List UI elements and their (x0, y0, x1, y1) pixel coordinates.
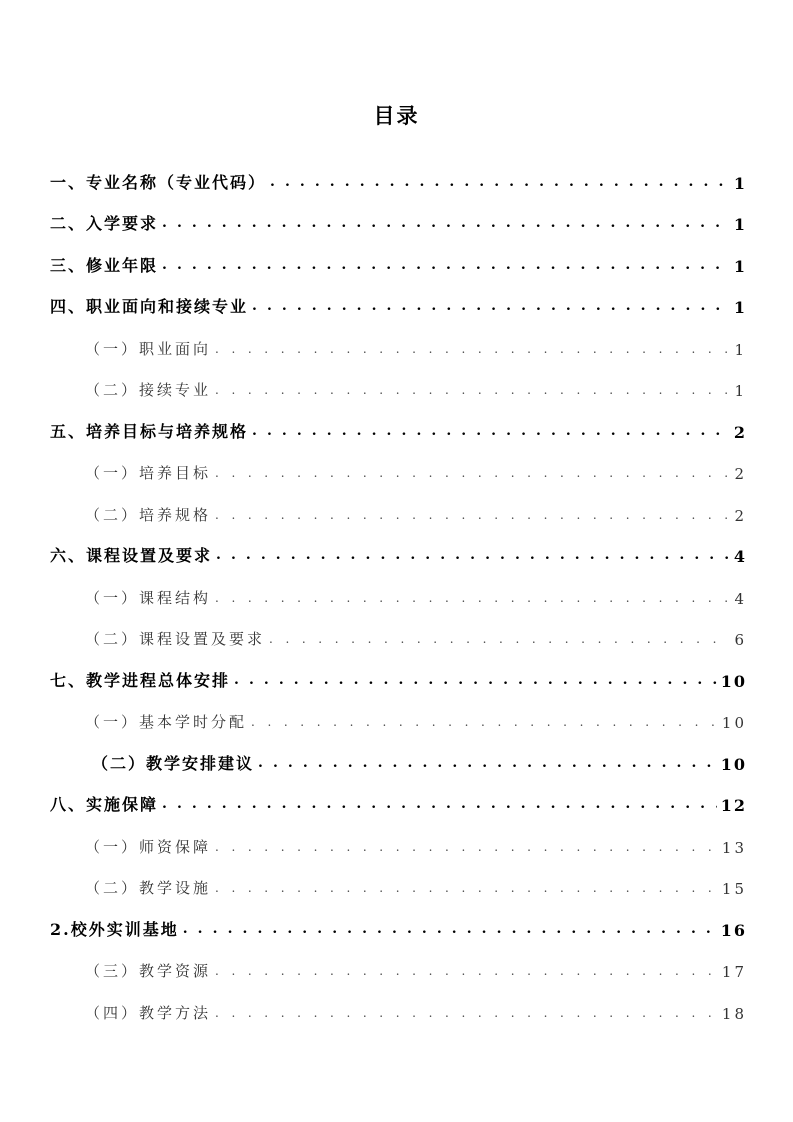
toc-entry[interactable] (85, 951, 747, 981)
toc-entry[interactable] (85, 578, 747, 608)
toc-entry[interactable] (50, 412, 747, 442)
dot-leader (215, 963, 718, 975)
toc-entry[interactable] (85, 329, 747, 359)
toc-entry-page: 18 (721, 1005, 747, 1023)
dot-leader (183, 922, 717, 934)
toc-entry[interactable] (50, 246, 747, 276)
toc-entry-label: （一）基本学时分配 (85, 713, 248, 731)
toc-entry-label: 六、课程设置及要求 (50, 546, 213, 565)
toc-entry-label: （四）教学方法 (85, 1004, 212, 1022)
toc-entry[interactable] (85, 495, 747, 525)
toc-entry-page: 10 (721, 714, 747, 732)
toc-entry[interactable] (85, 993, 747, 1023)
toc-entry-label: 一、专业名称（专业代码） (50, 173, 267, 192)
dot-leader (162, 258, 730, 270)
dot-leader (215, 839, 718, 851)
toc-entry[interactable] (50, 287, 747, 317)
dot-leader (258, 756, 717, 768)
toc-entry[interactable] (50, 661, 747, 691)
dot-leader (215, 341, 730, 353)
toc-entry-page: 15 (721, 880, 747, 898)
toc-entry-label: （三）教学资源 (85, 962, 212, 980)
toc-entry-page: 4 (734, 590, 747, 608)
toc-entry-label: 二、入学要求 (50, 214, 159, 233)
toc-entry-label: （一）职业面向 (85, 340, 212, 358)
toc-entry-label: 七、教学进程总体安排 (50, 671, 231, 690)
dot-leader (269, 631, 730, 643)
toc-entry-page: 1 (733, 215, 747, 234)
toc-entry-page: 2 (734, 465, 747, 483)
toc-entry-page: 1 (733, 298, 747, 317)
toc-entry-label: （二）课程设置及要求 (85, 630, 266, 648)
toc-entry-label: 四、职业面向和接续专业 (50, 297, 249, 316)
dot-leader (215, 880, 718, 892)
toc-entry-page: 6 (734, 631, 747, 649)
toc-entry[interactable] (50, 163, 747, 193)
dot-leader (162, 216, 730, 228)
dot-leader (215, 465, 730, 477)
toc-entry-label: 八、实施保障 (50, 795, 159, 814)
toc-entry-page: 1 (733, 257, 747, 276)
dot-leader (215, 507, 730, 519)
page-title: 目录 (373, 103, 420, 128)
toc-entry-label: （一）课程结构 (85, 589, 212, 607)
toc-entry[interactable] (85, 619, 747, 649)
toc-entry-page: 2 (733, 423, 747, 442)
dot-leader (252, 424, 730, 436)
toc-entry-page: 4 (733, 547, 747, 566)
toc-entry[interactable] (85, 868, 747, 898)
toc-entry-label: （一）培养目标 (85, 464, 212, 482)
toc-entry-page: 10 (720, 755, 747, 774)
dot-leader (162, 797, 717, 809)
toc-entry[interactable] (92, 744, 747, 774)
toc-entry-page: 1 (734, 341, 747, 359)
toc-entry-label: （二）教学安排建议 (92, 754, 255, 773)
toc-entry-page: 1 (734, 382, 747, 400)
toc-entry-label: （二）培养规格 (85, 506, 212, 524)
toc-entry-page: 1 (733, 174, 747, 193)
toc-entry[interactable] (85, 370, 747, 400)
toc-entry-page: 10 (720, 672, 747, 691)
toc-entry-label: （二）教学设施 (85, 879, 212, 897)
toc-entry[interactable] (50, 204, 747, 234)
toc-entry[interactable] (85, 453, 747, 483)
toc-entry-page: 17 (721, 963, 747, 981)
dot-leader (215, 1005, 718, 1017)
dot-leader (270, 175, 730, 187)
dot-leader (234, 673, 717, 685)
toc-entry-label: 五、培养目标与培养规格 (50, 422, 249, 441)
toc-entry-page: 12 (720, 796, 747, 815)
toc-entry-label: （一）师资保障 (85, 838, 212, 856)
toc-entry-label: （二）接续专业 (85, 381, 212, 399)
dot-leader (216, 548, 730, 560)
dot-leader (251, 714, 718, 726)
toc-entry-label: 三、修业年限 (50, 256, 159, 275)
dot-leader (215, 382, 730, 394)
toc-entry-label: 2.校外实训基地 (50, 920, 179, 939)
toc-entry-page: 13 (721, 839, 747, 857)
toc-entry[interactable] (85, 702, 747, 732)
toc-entry[interactable] (50, 536, 747, 566)
toc-entry-page: 16 (720, 921, 747, 940)
toc-entry[interactable] (50, 785, 747, 815)
toc-entry[interactable] (50, 910, 747, 940)
toc-entry[interactable] (85, 827, 747, 857)
dot-leader (215, 590, 730, 602)
dot-leader (252, 299, 730, 311)
toc-entry-page: 2 (734, 507, 747, 525)
